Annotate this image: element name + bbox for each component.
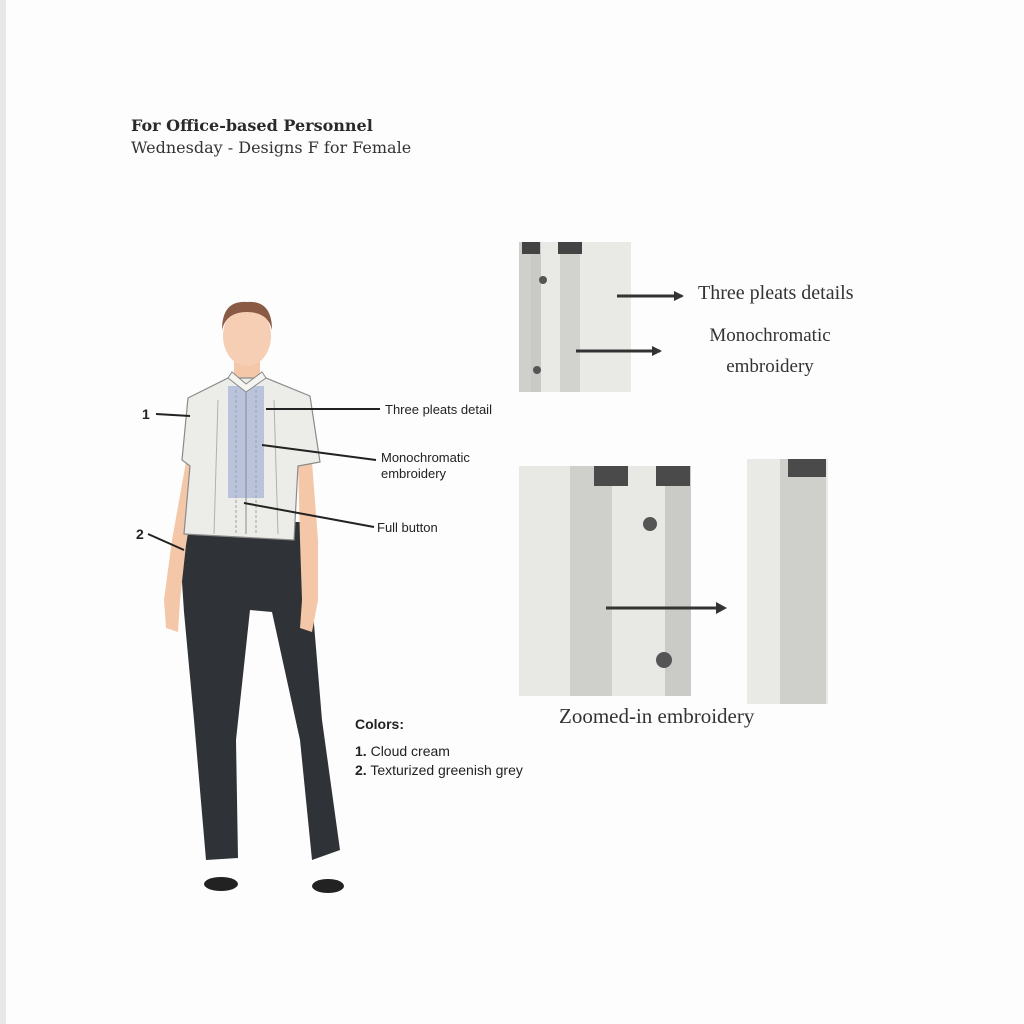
callout-embroidery-line2: embroidery xyxy=(381,466,447,481)
callout-embroidery-line1: Monochromatic xyxy=(381,450,470,465)
callout-embroidery xyxy=(381,450,470,482)
label-three-pleats-details: Three pleats details xyxy=(698,282,854,304)
label-embroidery-line2: embroidery xyxy=(726,356,814,377)
leader-marker-1 xyxy=(156,414,190,416)
color-item-2: 2. Texturized greenish grey xyxy=(355,762,523,778)
marker-2: 2 xyxy=(136,526,144,542)
callout-button: Full button xyxy=(377,520,438,535)
left-shoe xyxy=(204,877,238,891)
label-monochromatic-embroidery xyxy=(695,320,845,382)
color-item-1: 1. Cloud cream xyxy=(355,743,450,759)
colors-section xyxy=(355,716,523,780)
detail-photo-bottom-right xyxy=(747,459,828,704)
callout-pleats: Three pleats detail xyxy=(385,402,492,417)
right-shoe xyxy=(312,879,344,893)
detail-photo-bottom-left xyxy=(519,466,691,696)
detail-photo-top xyxy=(519,242,631,392)
page-subtitle: Wednesday - Designs F for Female xyxy=(131,138,412,157)
colors-title: Colors: xyxy=(355,716,404,732)
marker-1: 1 xyxy=(142,406,150,422)
caption-zoomed-in-embroidery: Zoomed-in embroidery xyxy=(559,704,755,728)
page-title: For Office-based Personnel xyxy=(131,116,373,135)
label-embroidery-line1: Monochromatic xyxy=(709,325,831,346)
